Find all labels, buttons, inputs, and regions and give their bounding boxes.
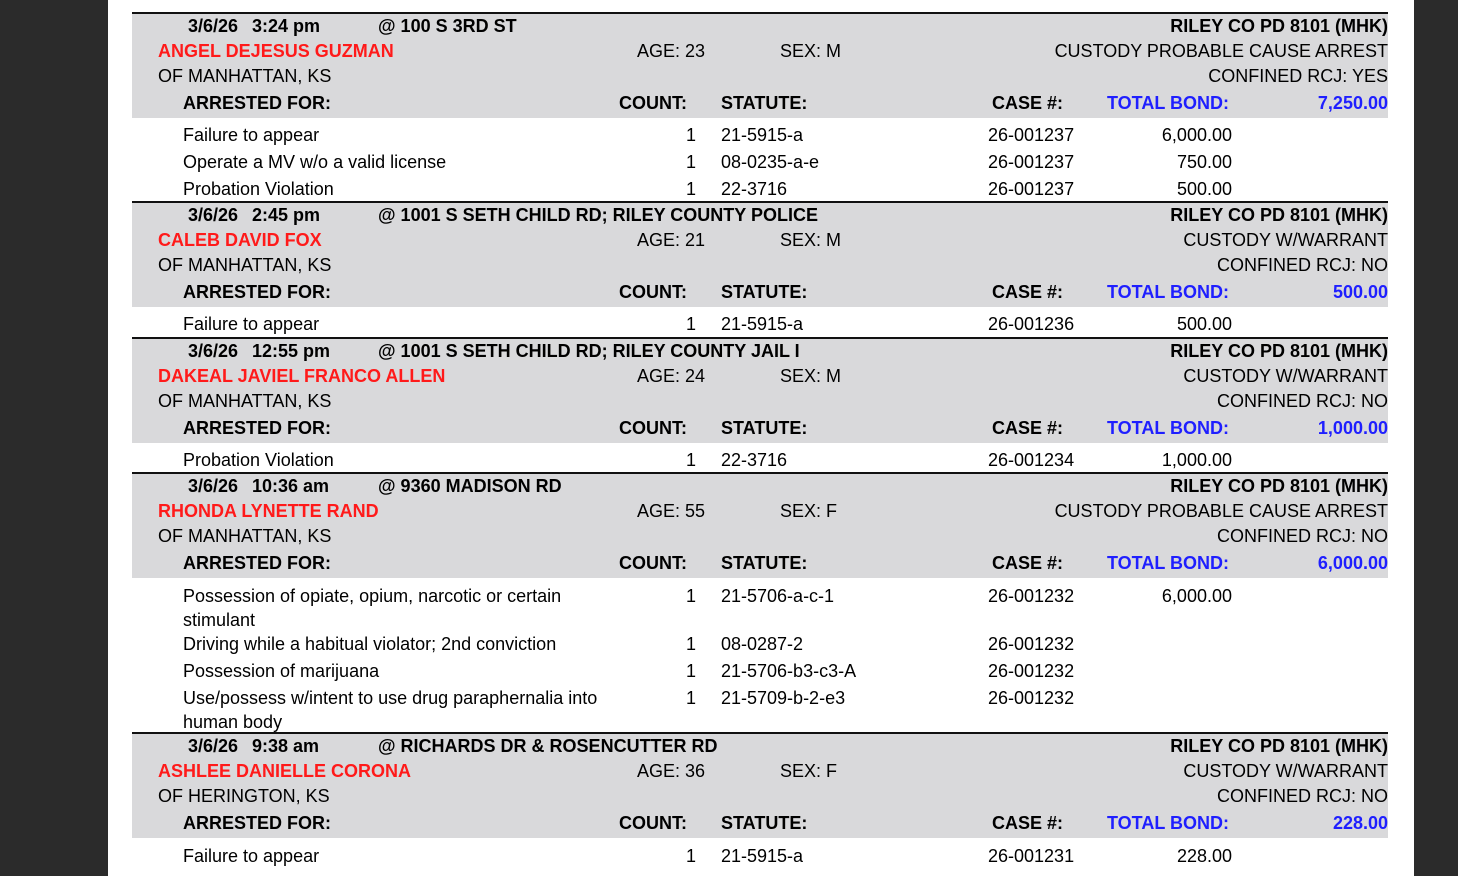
arrestee-name: CALEB DAVID FOX	[158, 230, 322, 250]
charge-case-number: 26-001232	[988, 634, 1075, 654]
arrest-location: @ 100 S 3RD ST	[378, 16, 517, 36]
total-bond-value: 7,250.00	[1317, 93, 1388, 113]
arrest-record	[132, 337, 1388, 470]
charge-case-number: 26-001232	[988, 661, 1075, 681]
charge-count: 1	[685, 586, 696, 606]
charge-count: 1	[685, 179, 696, 199]
arrestee-sex: SEX: M	[780, 366, 842, 386]
arrest-date: 3/6/26	[187, 476, 238, 496]
charge-statute: 21-5915-a	[721, 846, 804, 866]
arrest-time: 12:55 pm	[252, 341, 331, 361]
arrestee-name: DAKEAL JAVIEL FRANCO ALLEN	[158, 366, 446, 386]
arrested-for-label: ARRESTED FOR:	[183, 282, 331, 302]
total-bond-value: 1,000.00	[1317, 418, 1388, 438]
charge-count: 1	[685, 688, 696, 708]
charge-count: 1	[685, 125, 696, 145]
charge-offense: Possession of opiate, opium, narcotic or certain stimulant	[183, 586, 562, 630]
case-number-label: CASE #:	[992, 418, 1064, 438]
statute-label: STATUTE:	[721, 553, 808, 573]
arrest-location: @ 9360 MADISON RD	[378, 476, 562, 496]
arrestee-age: AGE: 24	[637, 366, 706, 386]
arrest-date: 3/6/26	[187, 736, 238, 756]
total-bond-label: TOTAL BOND:	[1107, 813, 1229, 833]
case-number-label: CASE #:	[992, 282, 1064, 302]
charge-statute: 21-5706-a-c-1	[721, 586, 835, 606]
case-number-label: CASE #:	[992, 813, 1064, 833]
charge-case-number: 26-001232	[988, 688, 1075, 708]
charge-bond: 500.00	[1176, 179, 1232, 199]
arrest-date: 3/6/26	[187, 16, 238, 36]
charge-bond: 228.00	[1176, 846, 1232, 866]
arrestee-name: ASHLEE DANIELLE CORONA	[158, 761, 412, 781]
total-bond-label: TOTAL BOND:	[1107, 93, 1229, 113]
arrestee-age: AGE: 23	[637, 41, 706, 61]
document-page	[108, 0, 1414, 876]
confined-status: CONFINED RCJ: NO	[1217, 786, 1388, 806]
custody-type: CUSTODY W/WARRANT	[1183, 761, 1388, 781]
arresting-agency: RILEY CO PD 8101 (MHK)	[1170, 736, 1388, 756]
arresting-agency: RILEY CO PD 8101 (MHK)	[1170, 205, 1388, 225]
charge-count: 1	[685, 661, 696, 681]
statute-label: STATUTE:	[721, 93, 808, 113]
arrested-for-label: ARRESTED FOR:	[183, 93, 331, 113]
charge-case-number: 26-001231	[988, 846, 1075, 866]
charge-statute: 21-5915-a	[721, 125, 804, 145]
arrest-record	[132, 12, 1388, 199]
charge-case-number: 26-001234	[988, 450, 1075, 470]
arrest-date: 3/6/26	[187, 205, 238, 225]
charge-case-number: 26-001237	[988, 179, 1075, 199]
arrestee-name: RHONDA LYNETTE RAND	[158, 501, 379, 521]
arrestee-age: AGE: 21	[637, 230, 706, 250]
charge-offense: Possession of marijuana	[183, 661, 380, 681]
arrestee-residence: OF MANHATTAN, KS	[158, 66, 332, 86]
count-label: COUNT:	[619, 418, 687, 438]
statute-label: STATUTE:	[721, 418, 808, 438]
confined-status: CONFINED RCJ: NO	[1217, 391, 1388, 411]
count-label: COUNT:	[619, 813, 687, 833]
arrested-for-label: ARRESTED FOR:	[183, 813, 331, 833]
arrest-location: @ 1001 S SETH CHILD RD; RILEY COUNTY JAIL I	[378, 341, 800, 361]
total-bond-value: 500.00	[1332, 282, 1388, 302]
count-label: COUNT:	[619, 282, 687, 302]
charge-count: 1	[685, 450, 696, 470]
arrestee-age: AGE: 36	[637, 761, 706, 781]
charge-case-number: 26-001236	[988, 314, 1075, 334]
arrest-time: 10:36 am	[252, 476, 330, 496]
charge-offense: Use/possess w/intent to use drug paraphernalia into human body	[183, 688, 598, 732]
charge-statute: 21-5709-b-2-e3	[721, 688, 846, 708]
charge-statute: 08-0287-2	[721, 634, 804, 654]
charge-count: 1	[685, 314, 696, 334]
charge-count: 1	[685, 846, 696, 866]
arrestee-residence: OF HERINGTON, KS	[158, 786, 330, 806]
total-bond-label: TOTAL BOND:	[1107, 553, 1229, 573]
charge-statute: 22-3716	[721, 450, 788, 470]
charge-case-number: 26-001237	[988, 125, 1075, 145]
charge-offense: Probation Violation	[183, 450, 334, 470]
custody-type: CUSTODY PROBABLE CAUSE ARREST	[1054, 501, 1388, 521]
arrestee-sex: SEX: F	[780, 761, 838, 781]
arrested-for-label: ARRESTED FOR:	[183, 418, 331, 438]
charge-count: 1	[685, 634, 696, 654]
arresting-agency: RILEY CO PD 8101 (MHK)	[1170, 341, 1388, 361]
charge-offense: Failure to appear	[183, 314, 320, 334]
charge-case-number: 26-001232	[988, 586, 1075, 606]
charge-statute: 21-5706-b3-c3-A	[721, 661, 857, 681]
case-number-label: CASE #:	[992, 553, 1064, 573]
custody-type: CUSTODY PROBABLE CAUSE ARREST	[1054, 41, 1388, 61]
charge-bond: 1,000.00	[1161, 450, 1232, 470]
total-bond-value: 228.00	[1332, 813, 1388, 833]
arrest-record	[132, 201, 1388, 334]
arrest-record	[132, 472, 1388, 732]
charge-case-number: 26-001237	[988, 152, 1075, 172]
confined-status: CONFINED RCJ: NO	[1217, 526, 1388, 546]
charge-count: 1	[685, 152, 696, 172]
arrest-location: @ 1001 S SETH CHILD RD; RILEY COUNTY POLICE	[378, 205, 818, 225]
charge-bond: 750.00	[1176, 152, 1232, 172]
arresting-agency: RILEY CO PD 8101 (MHK)	[1170, 16, 1388, 36]
charge-bond: 6,000.00	[1161, 125, 1232, 145]
arrestee-residence: OF MANHATTAN, KS	[158, 526, 332, 546]
count-label: COUNT:	[619, 93, 687, 113]
charge-offense: Failure to appear	[183, 846, 320, 866]
statute-label: STATUTE:	[721, 813, 808, 833]
charge-offense: Operate a MV w/o a valid license	[183, 152, 447, 172]
count-label: COUNT:	[619, 553, 687, 573]
arrestee-age: AGE: 55	[637, 501, 706, 521]
charge-bond: 6,000.00	[1161, 586, 1232, 606]
charge-statute: 22-3716	[721, 179, 788, 199]
arrestee-residence: OF MANHATTAN, KS	[158, 255, 332, 275]
arrest-time: 3:24 pm	[252, 16, 321, 36]
total-bond-value: 6,000.00	[1317, 553, 1388, 573]
charge-statute: 08-0235-a-e	[721, 152, 820, 172]
custody-type: CUSTODY W/WARRANT	[1183, 366, 1388, 386]
charge-offense: Failure to appear	[183, 125, 320, 145]
statute-label: STATUTE:	[721, 282, 808, 302]
arrestee-sex: SEX: F	[780, 501, 838, 521]
arrestee-sex: SEX: M	[780, 41, 842, 61]
arrested-for-label: ARRESTED FOR:	[183, 553, 331, 573]
arresting-agency: RILEY CO PD 8101 (MHK)	[1170, 476, 1388, 496]
arrestee-sex: SEX: M	[780, 230, 842, 250]
charge-statute: 21-5915-a	[721, 314, 804, 334]
total-bond-label: TOTAL BOND:	[1107, 418, 1229, 438]
arrestee-residence: OF MANHATTAN, KS	[158, 391, 332, 411]
total-bond-label: TOTAL BOND:	[1107, 282, 1229, 302]
case-number-label: CASE #:	[992, 93, 1064, 113]
charge-bond: 500.00	[1176, 314, 1232, 334]
confined-status: CONFINED RCJ: YES	[1208, 66, 1388, 86]
charge-offense: Probation Violation	[183, 179, 334, 199]
custody-type: CUSTODY W/WARRANT	[1183, 230, 1388, 250]
arrest-time: 2:45 pm	[252, 205, 321, 225]
charge-offense: Driving while a habitual violator; 2nd conviction	[183, 634, 557, 654]
arrest-date: 3/6/26	[187, 341, 238, 361]
arrest-location: @ RICHARDS DR & ROSENCUTTER RD	[378, 736, 718, 756]
arrest-time: 9:38 am	[252, 736, 320, 756]
confined-status: CONFINED RCJ: NO	[1217, 255, 1388, 275]
arrest-record	[132, 732, 1388, 866]
arrestee-name: ANGEL DEJESUS GUZMAN	[158, 41, 394, 61]
